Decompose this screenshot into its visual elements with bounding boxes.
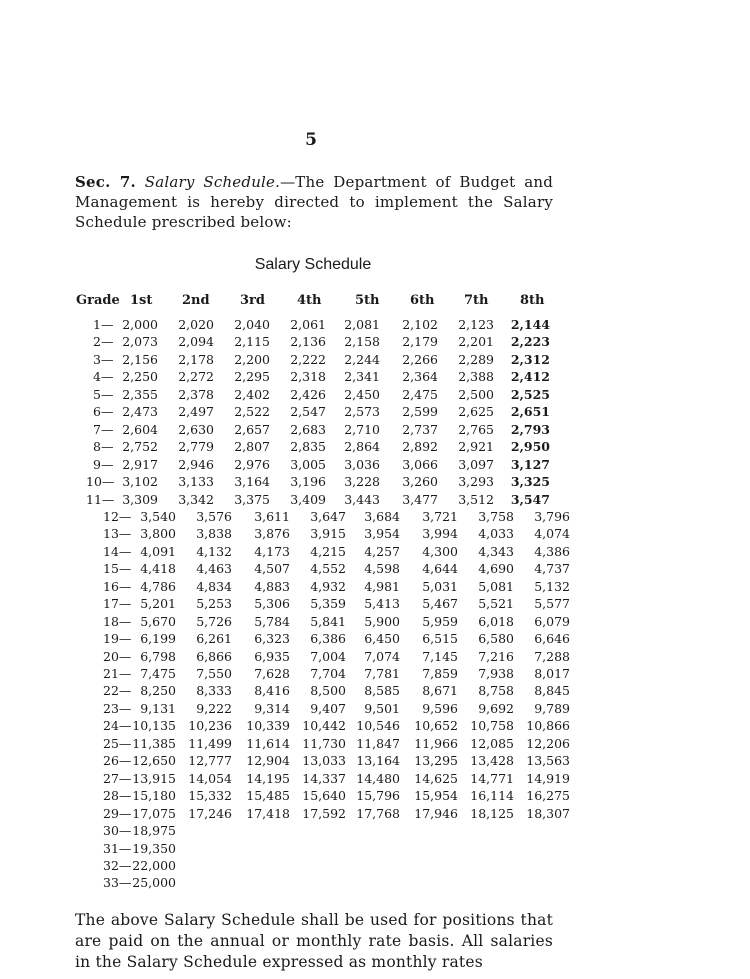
salary-cell: 2,917 xyxy=(122,456,158,472)
salary-cell: 3,512 xyxy=(458,491,494,507)
salary-cell: 6,323 xyxy=(254,631,290,647)
salary-cell: 5,521 xyxy=(478,596,514,612)
salary-cell: 2,651 xyxy=(510,404,550,420)
salary-cell: 2,976 xyxy=(234,456,270,472)
salary-cell: 7,004 xyxy=(310,648,346,664)
salary-cell: 8,758 xyxy=(478,683,514,699)
salary-cell: 2,364 xyxy=(402,369,438,385)
grade-label: 24— xyxy=(103,718,132,734)
salary-cell: 2,807 xyxy=(234,439,270,455)
column-header-6: 6th xyxy=(410,293,435,308)
salary-cell: 7,288 xyxy=(534,648,570,664)
salary-cell: 17,946 xyxy=(414,805,458,821)
salary-cell: 2,200 xyxy=(234,351,270,367)
salary-cell: 15,954 xyxy=(414,788,458,804)
salary-cell: 3,611 xyxy=(254,508,290,524)
salary-cell: 4,173 xyxy=(254,543,290,559)
salary-cell: 15,180 xyxy=(132,788,176,804)
salary-cell: 5,031 xyxy=(422,578,458,594)
salary-cell: 6,079 xyxy=(534,613,570,629)
column-header-5: 5th xyxy=(355,293,380,308)
grade-label: 18— xyxy=(103,613,132,629)
salary-cell: 3,540 xyxy=(140,508,176,524)
salary-cell: 5,726 xyxy=(196,613,232,629)
grade-label: 33— xyxy=(103,875,132,891)
salary-cell: 3,838 xyxy=(196,526,232,542)
salary-cell: 2,020 xyxy=(178,317,214,332)
salary-cell: 11,966 xyxy=(414,735,458,751)
salary-cell: 6,261 xyxy=(196,631,232,647)
grade-label: 30— xyxy=(103,823,132,839)
salary-cell: 3,800 xyxy=(140,526,176,542)
grade-label: 32— xyxy=(103,857,132,873)
salary-cell: 4,091 xyxy=(140,543,176,559)
salary-cell: 14,480 xyxy=(356,770,400,786)
salary-cell: 5,900 xyxy=(364,613,400,629)
grade-label: 6— xyxy=(93,404,114,420)
salary-cell: 5,841 xyxy=(310,613,346,629)
salary-cell: 4,033 xyxy=(478,526,514,542)
section-title: Salary Schedule. xyxy=(144,173,281,191)
column-header-3: 3rd xyxy=(240,293,265,308)
salary-cell: 2,752 xyxy=(122,439,158,455)
grade-label: 23— xyxy=(103,700,132,716)
salary-cell: 9,789 xyxy=(534,700,570,716)
salary-cell: 18,975 xyxy=(132,823,176,839)
salary-cell: 4,418 xyxy=(140,561,176,577)
salary-cell: 14,337 xyxy=(302,770,346,786)
salary-cell: 2,525 xyxy=(510,386,550,402)
salary-cell: 2,178 xyxy=(178,351,214,367)
grade-label: 9— xyxy=(93,456,114,472)
salary-cell: 3,954 xyxy=(364,526,400,542)
salary-cell: 11,730 xyxy=(302,735,346,751)
salary-cell: 2,892 xyxy=(402,439,438,455)
salary-cell: 3,325 xyxy=(510,474,550,490)
salary-cell: 9,131 xyxy=(140,700,176,716)
salary-cell: 2,500 xyxy=(458,386,494,402)
salary-cell: 10,135 xyxy=(132,718,176,734)
grade-label: 5— xyxy=(93,386,114,402)
salary-cell: 2,222 xyxy=(290,351,326,367)
salary-cell: 8,671 xyxy=(422,683,458,699)
salary-cell: 4,981 xyxy=(364,578,400,594)
salary-cell: 6,580 xyxy=(478,631,514,647)
column-header-0: Grade xyxy=(76,293,120,308)
salary-cell: 4,690 xyxy=(478,561,514,577)
salary-cell: 2,450 xyxy=(344,386,380,402)
salary-cell: 15,485 xyxy=(246,788,290,804)
grade-label: 29— xyxy=(103,805,132,821)
salary-cell: 2,497 xyxy=(178,404,214,420)
salary-cell: 15,796 xyxy=(356,788,400,804)
grade-label: 12— xyxy=(103,508,132,524)
salary-cell: 3,409 xyxy=(290,491,326,507)
salary-cell: 7,781 xyxy=(364,666,400,681)
salary-cell: 7,550 xyxy=(196,666,232,681)
salary-cell: 9,222 xyxy=(196,700,232,716)
salary-cell: 3,547 xyxy=(510,491,550,507)
salary-cell: 14,054 xyxy=(188,770,232,786)
salary-cell: 2,223 xyxy=(510,334,550,350)
salary-cell: 11,499 xyxy=(188,735,232,751)
salary-cell: 13,428 xyxy=(470,753,514,769)
salary-cell: 13,563 xyxy=(526,753,570,769)
salary-cell: 8,416 xyxy=(254,683,290,699)
salary-cell: 2,123 xyxy=(458,317,494,332)
salary-cell: 5,670 xyxy=(140,613,176,629)
salary-cell: 9,314 xyxy=(254,700,290,716)
salary-cell: 3,005 xyxy=(290,456,326,472)
salary-cell: 4,883 xyxy=(254,578,290,594)
grade-label: 15— xyxy=(103,561,132,577)
salary-cell: 5,577 xyxy=(534,596,570,612)
grade-label: 1— xyxy=(93,317,114,332)
salary-cell: 3,196 xyxy=(290,474,326,490)
section-label: Sec. 7. xyxy=(75,173,136,191)
salary-cell: 4,834 xyxy=(196,578,232,594)
salary-cell: 2,144 xyxy=(510,317,550,332)
salary-cell: 5,253 xyxy=(196,596,232,612)
salary-cell: 9,596 xyxy=(422,700,458,716)
salary-cell: 2,179 xyxy=(402,334,438,350)
grade-label: 4— xyxy=(93,369,114,385)
salary-cell: 14,625 xyxy=(414,770,458,786)
salary-cell: 4,932 xyxy=(310,578,346,594)
salary-cell: 7,704 xyxy=(310,666,346,681)
salary-cell: 2,040 xyxy=(234,317,270,332)
salary-cell: 2,412 xyxy=(510,369,550,385)
salary-cell: 7,859 xyxy=(422,666,458,681)
salary-cell: 14,771 xyxy=(470,770,514,786)
salary-cell: 10,442 xyxy=(302,718,346,734)
page-number: 5 xyxy=(305,130,317,150)
salary-cell: 2,921 xyxy=(458,439,494,455)
grade-label: 26— xyxy=(103,753,132,769)
salary-cell: 14,919 xyxy=(526,770,570,786)
table-title: Salary Schedule xyxy=(254,256,372,273)
column-header-4: 4th xyxy=(297,293,322,308)
salary-cell: 2,081 xyxy=(344,317,380,332)
salary-cell: 5,201 xyxy=(140,596,176,612)
salary-cell: 5,959 xyxy=(422,613,458,629)
salary-cell: 7,216 xyxy=(478,648,514,664)
salary-cell: 4,507 xyxy=(254,561,290,577)
salary-cell: 12,904 xyxy=(246,753,290,769)
salary-cell: 3,684 xyxy=(364,508,400,524)
salary-cell: 2,341 xyxy=(344,369,380,385)
salary-cell: 2,388 xyxy=(458,369,494,385)
salary-cell: 7,628 xyxy=(254,666,290,681)
salary-cell: 2,102 xyxy=(402,317,438,332)
salary-cell: 14,195 xyxy=(246,770,290,786)
salary-cell: 2,604 xyxy=(122,421,158,437)
salary-cell: 3,309 xyxy=(122,491,158,507)
column-header-7: 7th xyxy=(464,293,489,308)
salary-cell: 22,000 xyxy=(132,857,176,873)
salary-cell: 2,630 xyxy=(178,421,214,437)
salary-cell: 3,228 xyxy=(344,474,380,490)
salary-cell: 7,074 xyxy=(364,648,400,664)
salary-cell: 18,307 xyxy=(526,805,570,821)
salary-cell: 2,946 xyxy=(178,456,214,472)
salary-cell: 2,625 xyxy=(458,404,494,420)
salary-cell: 2,765 xyxy=(458,421,494,437)
salary-cell: 4,132 xyxy=(196,543,232,559)
salary-cell: 3,133 xyxy=(178,474,214,490)
salary-cell: 3,758 xyxy=(478,508,514,524)
salary-cell: 4,598 xyxy=(364,561,400,577)
salary-cell: 5,467 xyxy=(422,596,458,612)
salary-cell: 2,737 xyxy=(402,421,438,437)
column-header-8: 8th xyxy=(520,293,545,308)
salary-cell: 2,547 xyxy=(290,404,326,420)
salary-cell: 12,650 xyxy=(132,753,176,769)
salary-cell: 3,576 xyxy=(196,508,232,524)
salary-cell: 4,786 xyxy=(140,578,176,594)
salary-cell: 4,343 xyxy=(478,543,514,559)
salary-cell: 10,652 xyxy=(414,718,458,734)
salary-cell: 3,342 xyxy=(178,491,214,507)
salary-cell: 11,847 xyxy=(356,735,400,751)
salary-cell: 17,418 xyxy=(246,805,290,821)
column-header-1: 1st xyxy=(130,293,153,308)
salary-cell: 13,915 xyxy=(132,770,176,786)
salary-cell: 3,066 xyxy=(402,456,438,472)
salary-cell: 2,094 xyxy=(178,334,214,350)
salary-cell: 6,798 xyxy=(140,648,176,664)
salary-cell: 8,017 xyxy=(534,666,570,681)
salary-cell: 2,000 xyxy=(122,317,158,332)
salary-cell: 2,158 xyxy=(344,334,380,350)
grade-label: 22— xyxy=(103,683,132,699)
salary-cell: 17,592 xyxy=(302,805,346,821)
grade-label: 13— xyxy=(103,526,132,542)
salary-cell: 6,935 xyxy=(254,648,290,664)
salary-cell: 2,402 xyxy=(234,386,270,402)
salary-cell: 15,332 xyxy=(188,788,232,804)
salary-cell: 2,657 xyxy=(234,421,270,437)
intro-paragraph xyxy=(75,172,553,232)
salary-cell: 16,114 xyxy=(470,788,514,804)
salary-cell: 6,199 xyxy=(140,631,176,647)
grade-label: 7— xyxy=(93,421,114,437)
salary-cell: 4,300 xyxy=(422,543,458,559)
salary-cell: 2,136 xyxy=(290,334,326,350)
salary-cell: 2,864 xyxy=(344,439,380,455)
salary-cell: 3,293 xyxy=(458,474,494,490)
salary-cell: 15,640 xyxy=(302,788,346,804)
salary-cell: 2,295 xyxy=(234,369,270,385)
salary-cell: 3,127 xyxy=(510,456,550,472)
salary-cell: 4,737 xyxy=(534,561,570,577)
salary-cell: 10,546 xyxy=(356,718,400,734)
salary-cell: 6,646 xyxy=(534,631,570,647)
salary-cell: 4,074 xyxy=(534,526,570,542)
intro-text: —The Department of Budget and Management is hereby directed to implement the Salary Schedule prescribed below: xyxy=(75,173,553,231)
salary-cell: 2,266 xyxy=(402,351,438,367)
salary-cell: 2,289 xyxy=(458,351,494,367)
salary-cell: 12,085 xyxy=(470,735,514,751)
grade-label: 27— xyxy=(103,770,132,786)
salary-cell: 2,312 xyxy=(510,351,550,367)
salary-cell: 2,426 xyxy=(290,386,326,402)
salary-cell: 2,475 xyxy=(402,386,438,402)
salary-cell: 5,081 xyxy=(478,578,514,594)
salary-cell: 2,710 xyxy=(344,421,380,437)
salary-cell: 2,272 xyxy=(178,369,214,385)
salary-cell: 3,915 xyxy=(310,526,346,542)
grade-label: 3— xyxy=(93,351,114,367)
salary-cell: 17,768 xyxy=(356,805,400,821)
salary-cell: 3,097 xyxy=(458,456,494,472)
salary-cell: 19,350 xyxy=(132,840,176,856)
grade-label: 25— xyxy=(103,735,132,751)
salary-cell: 3,994 xyxy=(422,526,458,542)
salary-cell: 2,522 xyxy=(234,404,270,420)
grade-label: 28— xyxy=(103,788,132,804)
salary-cell: 17,246 xyxy=(188,805,232,821)
salary-cell: 2,318 xyxy=(290,369,326,385)
salary-cell: 2,793 xyxy=(510,421,550,437)
salary-cell: 13,295 xyxy=(414,753,458,769)
salary-cell: 5,132 xyxy=(534,578,570,594)
salary-cell: 2,779 xyxy=(178,439,214,455)
column-header-2: 2nd xyxy=(182,293,210,308)
salary-cell: 2,250 xyxy=(122,369,158,385)
salary-cell: 7,145 xyxy=(422,648,458,664)
salary-cell: 18,125 xyxy=(470,805,514,821)
grade-label: 19— xyxy=(103,631,132,647)
salary-cell: 5,306 xyxy=(254,596,290,612)
salary-cell: 6,866 xyxy=(196,648,232,664)
grade-label: 14— xyxy=(103,543,132,559)
salary-cell: 2,473 xyxy=(122,404,158,420)
closing-paragraph: The above Salary Schedule shall be used for positions that are paid on the annual or monthly rate basis. All salaries in the Salary Schedule expressed as monthly rates xyxy=(75,911,553,971)
salary-cell: 16,275 xyxy=(526,788,570,804)
salary-cell: 9,501 xyxy=(364,700,400,716)
salary-cell: 3,477 xyxy=(402,491,438,507)
salary-cell: 3,036 xyxy=(344,456,380,472)
salary-cell: 5,413 xyxy=(364,596,400,612)
salary-cell: 4,463 xyxy=(196,561,232,577)
salary-cell: 13,164 xyxy=(356,753,400,769)
salary-cell: 2,950 xyxy=(510,439,550,455)
salary-cell: 11,385 xyxy=(132,735,176,751)
salary-cell: 9,692 xyxy=(478,700,514,716)
grade-label: 16— xyxy=(103,578,132,594)
salary-cell: 10,758 xyxy=(470,718,514,734)
salary-cell: 3,164 xyxy=(234,474,270,490)
salary-cell: 4,257 xyxy=(364,543,400,559)
salary-cell: 3,443 xyxy=(344,491,380,507)
salary-cell: 3,260 xyxy=(402,474,438,490)
salary-cell: 2,073 xyxy=(122,334,158,350)
salary-cell: 2,061 xyxy=(290,317,326,332)
salary-cell: 10,236 xyxy=(188,718,232,734)
salary-cell: 8,585 xyxy=(364,683,400,699)
salary-cell: 17,075 xyxy=(132,805,176,821)
salary-cell: 2,378 xyxy=(178,386,214,402)
grade-label: 17— xyxy=(103,596,132,612)
salary-cell: 5,359 xyxy=(310,596,346,612)
grade-label: 21— xyxy=(103,666,132,681)
salary-cell: 8,333 xyxy=(196,683,232,699)
salary-cell: 12,206 xyxy=(526,735,570,751)
grade-label: 31— xyxy=(103,840,132,856)
salary-cell: 11,614 xyxy=(246,735,290,751)
grade-label: 2— xyxy=(93,334,114,350)
salary-cell: 13,033 xyxy=(302,753,346,769)
salary-cell: 8,845 xyxy=(534,683,570,699)
grade-label: 20— xyxy=(103,648,132,664)
salary-cell: 4,215 xyxy=(310,543,346,559)
salary-cell: 2,156 xyxy=(122,351,158,367)
salary-cell: 2,835 xyxy=(290,439,326,455)
salary-cell: 6,386 xyxy=(310,631,346,647)
salary-cell: 7,475 xyxy=(140,666,176,681)
salary-cell: 3,876 xyxy=(254,526,290,542)
salary-cell: 2,599 xyxy=(402,404,438,420)
salary-cell: 3,721 xyxy=(422,508,458,524)
salary-cell: 4,386 xyxy=(534,543,570,559)
salary-cell: 8,250 xyxy=(140,683,176,699)
salary-cell: 10,866 xyxy=(526,718,570,734)
salary-cell: 6,515 xyxy=(422,631,458,647)
salary-cell: 6,018 xyxy=(478,613,514,629)
salary-cell: 5,784 xyxy=(254,613,290,629)
salary-cell: 9,407 xyxy=(310,700,346,716)
salary-cell: 12,777 xyxy=(188,753,232,769)
salary-cell: 2,244 xyxy=(344,351,380,367)
salary-cell: 10,339 xyxy=(246,718,290,734)
salary-cell: 8,500 xyxy=(310,683,346,699)
salary-cell: 3,102 xyxy=(122,474,158,490)
salary-cell: 25,000 xyxy=(132,875,176,891)
salary-cell: 3,647 xyxy=(310,508,346,524)
grade-label: 11— xyxy=(86,491,115,507)
grade-label: 10— xyxy=(86,474,115,490)
salary-cell: 2,683 xyxy=(290,421,326,437)
salary-cell: 3,796 xyxy=(534,508,570,524)
salary-cell: 4,552 xyxy=(310,561,346,577)
grade-label: 8— xyxy=(93,439,114,455)
salary-cell: 7,938 xyxy=(478,666,514,681)
salary-cell: 2,355 xyxy=(122,386,158,402)
salary-cell: 2,115 xyxy=(234,334,270,350)
salary-cell: 6,450 xyxy=(364,631,400,647)
salary-cell: 2,573 xyxy=(344,404,380,420)
salary-cell: 2,201 xyxy=(458,334,494,350)
salary-cell: 3,375 xyxy=(234,491,270,507)
salary-cell: 4,644 xyxy=(422,561,458,577)
